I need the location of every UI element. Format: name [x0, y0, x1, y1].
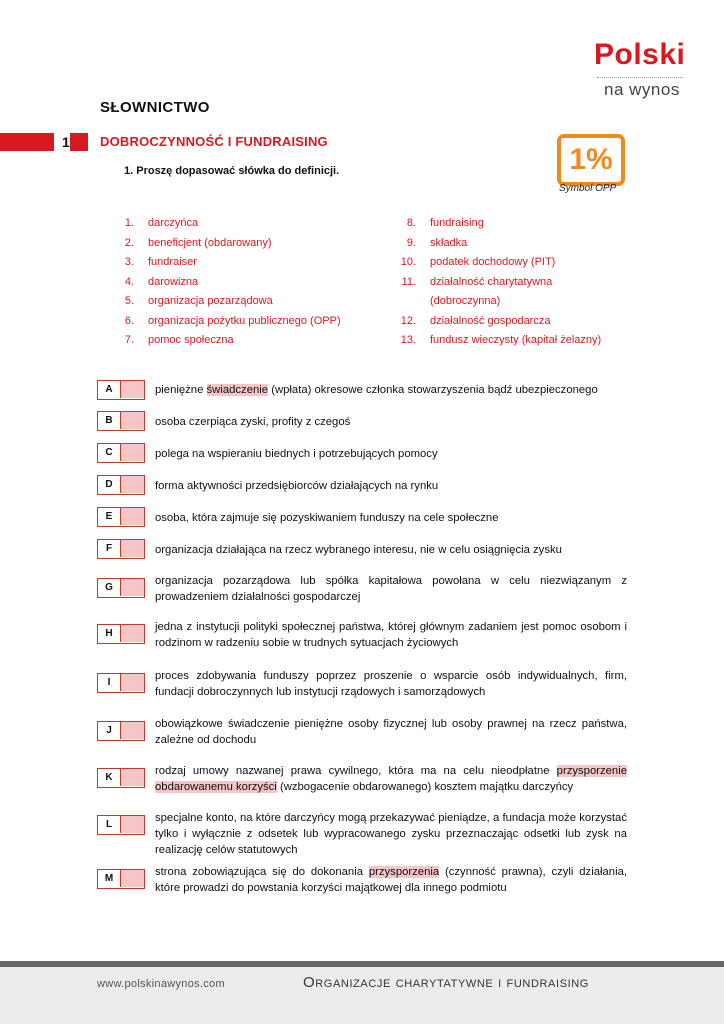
page-heading: SŁOWNICTWO [100, 99, 210, 116]
answer-input[interactable] [120, 625, 144, 642]
section-bar [0, 133, 88, 151]
answer-letter: F [105, 543, 113, 554]
term-number: 1. [124, 217, 134, 229]
answer-input[interactable] [120, 870, 144, 887]
answer-box[interactable] [97, 768, 145, 788]
term-label: działalność gospodarcza [430, 314, 551, 327]
logo-subtitle: na wynos [604, 80, 680, 99]
answer-input[interactable] [120, 508, 144, 525]
definition-text: proces zdobywania funduszy poprzez proszenie o wsparcie osób indywidualnych, firm, fundacji dobroczynnych lub instytucji rządowych i samorządowych [155, 670, 627, 698]
footer-url: www.polskinawynos.com [97, 978, 225, 990]
answer-input[interactable] [120, 722, 144, 739]
definition-text: jedna z instytucji polityki społecznej państwa, której głównym zadaniem jest pomoc osobom i rodzinom w radzeniu sobie w trudnych sytuacjach życiowych [155, 621, 627, 649]
answer-box[interactable] [97, 507, 145, 527]
answer-letter: E [105, 511, 113, 522]
term-label: fundraising [430, 217, 484, 229]
logo-title: Polski [594, 38, 686, 71]
definition-fragment: (wpłata) okresowe członka stowarzyszenia bądź ubezpieczonego [268, 384, 598, 396]
answer-box[interactable] [97, 624, 145, 644]
answer-input[interactable] [120, 816, 144, 833]
term-number: 9. [406, 236, 416, 249]
term-number: 11. [401, 275, 416, 288]
answer-input[interactable] [120, 674, 144, 691]
term-number: 5. [124, 295, 134, 307]
answer-box[interactable] [97, 673, 145, 693]
answer-input[interactable] [120, 444, 144, 461]
term-label: beneficjent (obdarowany) [148, 236, 272, 249]
term-label: fundusz wieczysty (kapitał żelazny) [430, 334, 602, 346]
definition-text [155, 864, 627, 896]
term-label: podatek dochodowy (PIT) [430, 256, 556, 268]
answer-input[interactable] [120, 412, 144, 429]
term-label: pomoc społeczna [148, 334, 234, 346]
answer-letter: K [105, 772, 113, 783]
opp-badge-caption: Symbol OPP [559, 183, 617, 194]
term-label: działalność charytatywna [430, 275, 553, 288]
answer-letter: M [104, 873, 114, 884]
section-title: DOBROCZYNNOŚĆ I FUNDRAISING [100, 134, 328, 149]
definition-fragment: (wzbogacenie obdarowanego) kosztem majątku darczyńcy [276, 781, 574, 793]
answer-letter: D [105, 479, 113, 490]
definition-text: organizacja działająca na rzecz wybranego interesu, nie w celu osiągnięcia zysku [155, 544, 562, 556]
answer-letter: J [106, 725, 112, 736]
exercise-instruction: 1. Proszę dopasować słówka do definicji. [124, 165, 340, 177]
definition-text: specjalne konto, na które darczyńcy mogą przekazywać pieniądze, a fundacja może korzystać tylko i wyłącznie z odsetek lub wypracowanego zysku przeznaczając odsetki lub zysk na realizację celów statutowych [155, 812, 627, 856]
definition-text: osoba czerpiąca zyski, profity z czegoś [155, 416, 351, 428]
highlighted-phrase: świadczenie [206, 384, 269, 396]
answer-box[interactable] [97, 721, 145, 741]
definition-text: osoba, która zajmuje się pozyskiwaniem funduszy na cele społeczne [155, 512, 499, 524]
definition-text: polega na wspieraniu biednych i potrzebujących pomocy [155, 448, 438, 460]
highlighted-phrase: przysporzenia [368, 866, 440, 878]
answer-letter: C [105, 447, 113, 458]
term-label: organizacja pożytku publicznego (OPP) [148, 314, 341, 327]
answer-input[interactable] [120, 769, 144, 786]
term-number: 7. [124, 334, 134, 346]
highlighted-phrase: przysporzenie obdarowanemu korzyści [155, 765, 627, 793]
answer-input[interactable] [120, 540, 144, 557]
term-label: fundraiser [148, 256, 197, 268]
footer-title: Organizacje charytatywne i fundraising [303, 974, 589, 991]
definition-fragment: (czynność prawna), czyli działania, które prowadzi do powstania korzyści majątkowej dla innego podmiotu [155, 866, 627, 894]
definition-fragment: rodzaj umowy nazwanej prawa cywilnego, która ma na celu nieodpłatne [155, 765, 557, 777]
term-number: 6. [124, 314, 134, 327]
answer-letter: G [105, 582, 113, 593]
answer-box[interactable] [97, 869, 145, 889]
term-number: 13. [400, 334, 416, 346]
term-number: 3. [124, 256, 134, 268]
term-number: 4. [124, 275, 134, 288]
answer-box[interactable] [97, 443, 145, 463]
answer-box[interactable] [97, 815, 145, 835]
answer-letter: L [105, 819, 113, 830]
answer-letter: H [105, 628, 113, 639]
section-number: 1 [62, 134, 70, 150]
answer-box[interactable] [97, 411, 145, 431]
answer-input[interactable] [120, 579, 144, 596]
term-label: składka [430, 236, 468, 249]
term-number: 2. [124, 236, 134, 249]
term-number: 12. [400, 314, 416, 327]
opp-badge-icon: 1% [557, 134, 625, 186]
answer-box[interactable] [97, 380, 145, 400]
definition-text [155, 382, 627, 398]
answer-box[interactable] [97, 539, 145, 559]
answer-input[interactable] [120, 476, 144, 493]
definition-text [155, 763, 627, 795]
term-label: darczyńca [148, 217, 199, 229]
answer-box[interactable] [97, 475, 145, 495]
answer-box[interactable] [97, 578, 145, 598]
definition-fragment: pieniężne [155, 384, 207, 396]
answer-letter: A [105, 384, 113, 395]
term-label: (dobroczynna) [430, 295, 501, 307]
definition-text: organizacja pozarządowa lub spółka kapitałowa powołana w celu niezwiązanym z prowadzeniem działalności gospodarczej [155, 575, 627, 603]
term-label: organizacja pozarządowa [148, 295, 273, 307]
term-label: darowizna [148, 275, 199, 288]
answer-letter: I [107, 677, 111, 688]
answer-letter: B [105, 415, 113, 426]
term-number: 10. [400, 256, 416, 268]
definition-fragment: strona zobowiązująca się do dokonania [155, 866, 369, 878]
definition-text: obowiązkowe świadczenie pieniężne osoby fizycznej lub osoby prawnej na rzecz państwa, zależne od dochodu [155, 718, 627, 746]
term-number: 8. [406, 217, 416, 229]
answer-input[interactable] [120, 381, 144, 398]
logo-divider [597, 77, 683, 78]
definition-text: forma aktywności przedsiębiorców działających na rynku [155, 480, 439, 492]
